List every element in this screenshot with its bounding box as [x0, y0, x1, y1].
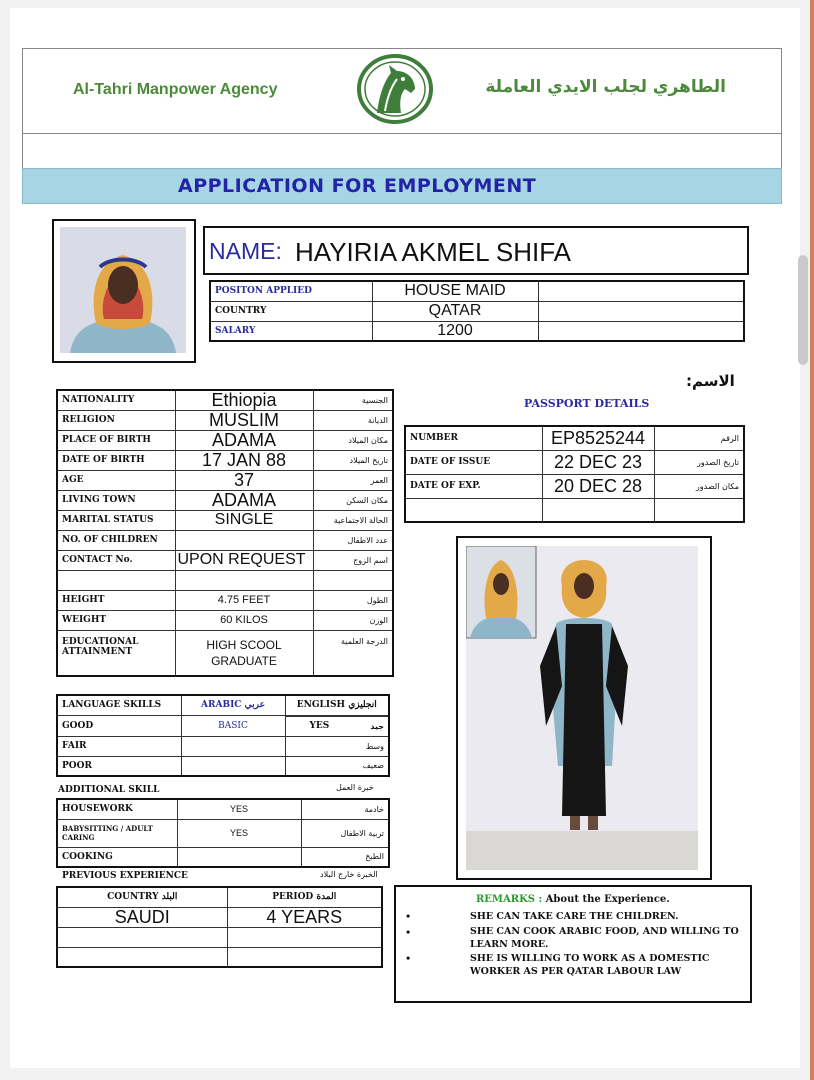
- contact-ar: اسم الزوج: [313, 550, 393, 570]
- profile-photo: [60, 227, 186, 353]
- babysitting-value: YES: [177, 819, 301, 847]
- remark-item: SHE CAN TAKE CARE THE CHILDREN.: [470, 911, 679, 922]
- remark-item: SHE IS WILLING TO WORK AS A DOMESTIC WORKER AS PER QATAR LABOUR LAW: [470, 953, 710, 977]
- date-of-birth-label: DATE OF BIRTH: [57, 450, 175, 470]
- table-row: [57, 530, 393, 550]
- cooking-ar: الطبخ: [301, 847, 389, 867]
- table-row: [210, 301, 744, 321]
- name-label: NAME:: [209, 238, 282, 264]
- passport-details-title: PASSPORT DETAILS: [524, 397, 650, 410]
- marital-status-label: MARITAL STATUS: [57, 510, 175, 530]
- full-body-photo: [466, 546, 698, 870]
- height-label: HEIGHT: [57, 590, 175, 610]
- applicant-name: HAYIRIA AKMEL SHIFA: [295, 237, 571, 267]
- table-row: [57, 799, 389, 819]
- table-row: [57, 927, 382, 947]
- additional-skills-table: [56, 798, 390, 868]
- marital-status-value: SINGLE: [175, 510, 313, 530]
- remarks-label: REMARKS :: [476, 894, 543, 905]
- agency-name-en: Al-Tahri Manpower Agency: [73, 81, 278, 98]
- nationality-ar: الجنسية: [313, 390, 393, 410]
- remarks-title: [476, 894, 670, 905]
- full-body-photo-frame: [456, 536, 712, 880]
- agency-name-ar: الطاهري لجلب الايدي العاملة: [485, 77, 726, 97]
- experience-country: SAUDI: [57, 907, 227, 927]
- weight-value: 60 KILOS: [175, 610, 313, 630]
- table-row: [57, 470, 393, 490]
- table-row: [405, 426, 744, 450]
- date-of-birth-ar: تاريخ الميلاد: [313, 450, 393, 470]
- personal-table: [56, 389, 394, 677]
- contact-label: CONTACT No.: [57, 550, 175, 570]
- babysitting-ar: تربية الاطفال: [301, 819, 389, 847]
- height-value: 4.75 FEET: [175, 590, 313, 610]
- table-row: [405, 474, 744, 498]
- table-row: [57, 510, 393, 530]
- language-skills-title: LANGUAGE SKILLS: [57, 695, 181, 715]
- table-row: [57, 570, 393, 590]
- passport-number-label: NUMBER: [405, 426, 542, 450]
- table-row: [57, 887, 382, 907]
- date-of-issue-value: 22 DEC 23: [542, 450, 654, 474]
- agency-header: [22, 48, 782, 134]
- previous-experience-title: PREVIOUS EXPERIENCE: [62, 871, 188, 881]
- table-row: [57, 715, 389, 736]
- table-row: [405, 498, 744, 522]
- age-ar: العمر: [313, 470, 393, 490]
- date-of-issue-ar: تاريخ الصدور: [654, 450, 744, 474]
- bullet-icon: •: [406, 951, 411, 965]
- remarks-subtitle: About the Experience.: [542, 894, 670, 905]
- additional-skill-title: ADDITIONAL SKILL: [58, 785, 160, 795]
- table-row: [57, 550, 393, 570]
- good-label: GOOD: [57, 715, 181, 736]
- poor-label: POOR: [57, 756, 181, 776]
- position-table: [209, 280, 745, 342]
- table-row: [210, 321, 744, 341]
- children-ar: عدد الاطفال: [313, 530, 393, 550]
- applicant-name-box: [203, 226, 749, 275]
- profile-photo-frame: [52, 219, 196, 363]
- height-ar: الطول: [313, 590, 393, 610]
- arabic-header: ARABIC عربي: [181, 695, 285, 715]
- table-row: [57, 630, 393, 676]
- english-good-value: YES: [309, 721, 330, 731]
- marital-status-ar: الحالة الاجتماعية: [313, 510, 393, 530]
- age-label: AGE: [57, 470, 175, 490]
- education-value: HIGH SCOOL GRADUATE: [175, 630, 313, 676]
- passport-table: [404, 425, 745, 523]
- horse-head-icon: [355, 53, 435, 125]
- table-row: [57, 947, 382, 967]
- passport-number-ar: الرقم: [654, 426, 744, 450]
- previous-experience-title-ar: الخبرة خارج البلاد: [320, 870, 378, 879]
- position-value: HOUSE MAID: [372, 281, 538, 301]
- date-of-exp-value: 20 DEC 28: [542, 474, 654, 498]
- weight-ar: الوزن: [313, 610, 393, 630]
- housework-label: HOUSEWORK: [57, 799, 177, 819]
- english-header: ENGLISH انجليزي: [285, 695, 389, 715]
- nationality-label: NATIONALITY: [57, 390, 175, 410]
- table-row: [57, 490, 393, 510]
- salary-value: 1200: [372, 321, 538, 341]
- table-row: [57, 907, 382, 927]
- cooking-label: COOKING: [57, 847, 177, 867]
- previous-experience-table: [56, 886, 383, 968]
- contact-value: UPON REQUEST: [175, 550, 313, 570]
- living-town-ar: مكان السكن: [313, 490, 393, 510]
- country-label: COUNTRY: [210, 301, 372, 321]
- table-row: [57, 410, 393, 430]
- language-skills-table: [56, 694, 390, 777]
- position-label: POSITON APPLIED: [210, 281, 372, 301]
- table-row: [57, 430, 393, 450]
- country-value: QATAR: [372, 301, 538, 321]
- children-label: NO. OF CHILDREN: [57, 530, 175, 550]
- table-row: [57, 590, 393, 610]
- remarks-box: [394, 885, 752, 1003]
- table-row: [57, 847, 389, 867]
- header-subline: [22, 133, 782, 169]
- date-of-issue-label: DATE OF ISSUE: [405, 450, 542, 474]
- education-ar: الدرجة العلمية: [313, 630, 393, 676]
- table-row: [57, 695, 389, 715]
- window-edge: [810, 0, 814, 1080]
- date-of-birth-value: 17 JAN 88: [175, 450, 313, 470]
- title-banner: [22, 168, 782, 204]
- bullet-icon: •: [406, 925, 411, 939]
- living-town-value: ADAMA: [175, 490, 313, 510]
- scrollbar-thumb[interactable]: [798, 255, 808, 365]
- table-row: [57, 756, 389, 776]
- table-row: [57, 736, 389, 756]
- age-value: 37: [175, 470, 313, 490]
- education-label: EDUCATIONAL ATTAINMENT: [57, 630, 175, 676]
- passport-number-value: EP8525244: [542, 426, 654, 450]
- place-of-birth-value: ADAMA: [175, 430, 313, 450]
- bullet-icon: •: [406, 909, 411, 923]
- date-of-exp-ar: مكان الصدور: [654, 474, 744, 498]
- place-of-birth-ar: مكان الميلاد: [313, 430, 393, 450]
- table-row: [405, 450, 744, 474]
- country-header: COUNTRY البلد: [57, 887, 227, 907]
- table-row: [57, 390, 393, 410]
- form-title: APPLICATION FOR EMPLOYMENT: [178, 175, 537, 197]
- table-row: [210, 281, 744, 301]
- period-header: PERIOD المدة: [227, 887, 382, 907]
- name-label-ar: الاسم:: [686, 372, 735, 390]
- living-town-label: LIVING TOWN: [57, 490, 175, 510]
- additional-skill-title-ar: خبرة العمل: [336, 783, 374, 792]
- table-row: [57, 450, 393, 470]
- arabic-good-value: BASIC: [181, 715, 285, 736]
- experience-period: 4 YEARS: [227, 907, 382, 927]
- religion-ar: الديانة: [313, 410, 393, 430]
- religion-label: RELIGION: [57, 410, 175, 430]
- weight-label: WEIGHT: [57, 610, 175, 630]
- fair-label: FAIR: [57, 736, 181, 756]
- salary-label: SALARY: [210, 321, 372, 341]
- nationality-value: Ethiopia: [175, 390, 313, 410]
- table-row: [57, 610, 393, 630]
- remark-item: SHE CAN COOK ARABIC FOOD, AND WILLING TO LEARN MORE.: [470, 926, 739, 950]
- date-of-exp-label: DATE OF EXP.: [405, 474, 542, 498]
- fair-ar: وسط: [285, 736, 389, 756]
- housework-ar: خادمة: [301, 799, 389, 819]
- place-of-birth-label: PLACE OF BIRTH: [57, 430, 175, 450]
- housework-value: YES: [177, 799, 301, 819]
- good-ar: جيد: [370, 721, 384, 731]
- table-row: [57, 819, 389, 847]
- children-value: [175, 530, 313, 550]
- poor-ar: ضعيف: [285, 756, 389, 776]
- babysitting-label: BABYSITTING / ADULT CARING: [57, 819, 177, 847]
- religion-value: MUSLIM: [175, 410, 313, 430]
